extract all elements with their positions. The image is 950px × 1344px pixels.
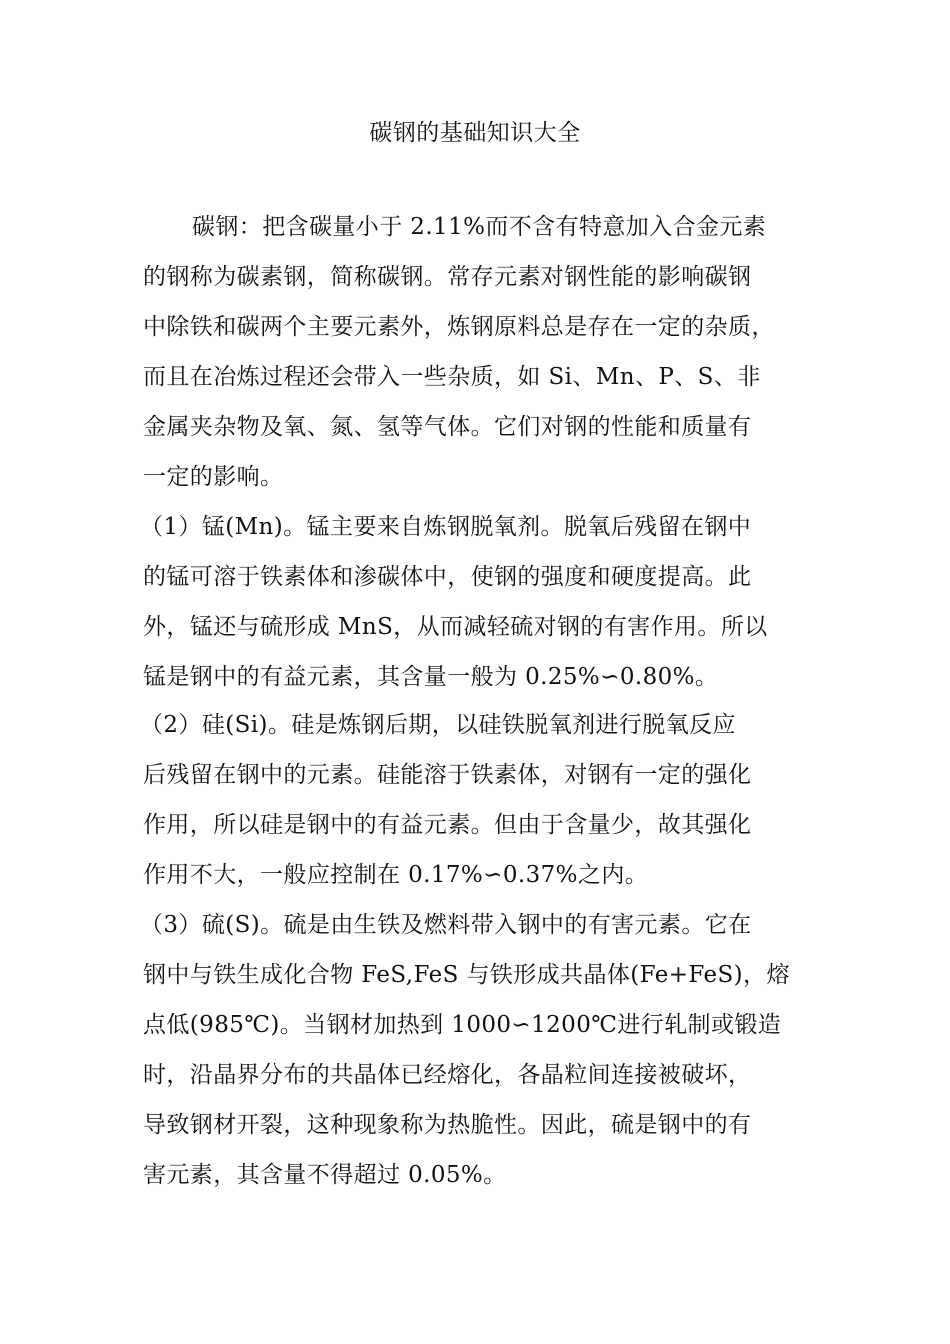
paragraph-line: 外，锰还与硫形成 MnS，从而减轻硫对钢的有害作用。所以 xyxy=(143,614,768,640)
paragraph-line: 一定的影响。 xyxy=(143,464,284,490)
paragraph-line: 金属夹杂物及氧、氮、氢等气体。它们对钢的性能和质量有 xyxy=(143,414,752,440)
paragraph-line: 碳钢：把含碳量小于 2.11%而不含有特意加入合金元素 xyxy=(192,214,767,240)
document-title: 碳钢的基础知识大全 xyxy=(369,120,581,146)
paragraph-line: 导致钢材开裂，这种现象称为热脆性。因此，硫是钢中的有 xyxy=(143,1112,752,1138)
paragraph-line: 钢中与铁生成化合物 FeS,FeS 与铁形成共晶体(Fe+FeS)，熔 xyxy=(143,962,790,988)
paragraph-line: 中除铁和碳两个主要元素外，炼钢原料总是存在一定的杂质， xyxy=(143,314,775,340)
paragraph-line: 时，沿晶界分布的共晶体已经熔化，各晶粒间连接被破坏， xyxy=(143,1062,752,1088)
paragraph-line: （3）硫(S)。硫是由生铁及燃料带入钢中的有害元素。它在 xyxy=(140,912,752,938)
paragraph-line: 而且在冶炼过程还会带入一些杂质，如 Si、Mn、P、S、非 xyxy=(143,364,761,390)
paragraph-line: （1）锰(Mn)。锰主要来自炼钢脱氧剂。脱氧后残留在钢中 xyxy=(140,514,752,540)
paragraph-line: 锰是钢中的有益元素，其含量一般为 0.25%∽0.80%。 xyxy=(143,664,719,690)
paragraph-line: 的锰可溶于铁素体和渗碳体中，使钢的强度和硬度提高。此 xyxy=(143,564,752,590)
paragraph-line: 害元素，其含量不得超过 0.05%。 xyxy=(143,1162,507,1188)
paragraph-line: 后残留在钢中的元素。硅能溶于铁素体，对钢有一定的强化 xyxy=(143,762,752,788)
paragraph-line: （2）硅(Si)。硅是炼钢后期，以硅铁脱氧剂进行脱氧反应 xyxy=(140,712,736,738)
paragraph-line: 点低(985℃)。当钢材加热到 1000∽1200℃进行轧制或锻造 xyxy=(143,1012,782,1038)
paragraph-line: 作用，所以硅是钢中的有益元素。但由于含量少，故其强化 xyxy=(143,812,752,838)
paragraph-line: 的钢称为碳素钢，简称碳钢。常存元素对钢性能的影响碳钢 xyxy=(143,264,752,290)
paragraph-line: 作用不大，一般应控制在 0.17%∽0.37%之内。 xyxy=(143,862,649,888)
